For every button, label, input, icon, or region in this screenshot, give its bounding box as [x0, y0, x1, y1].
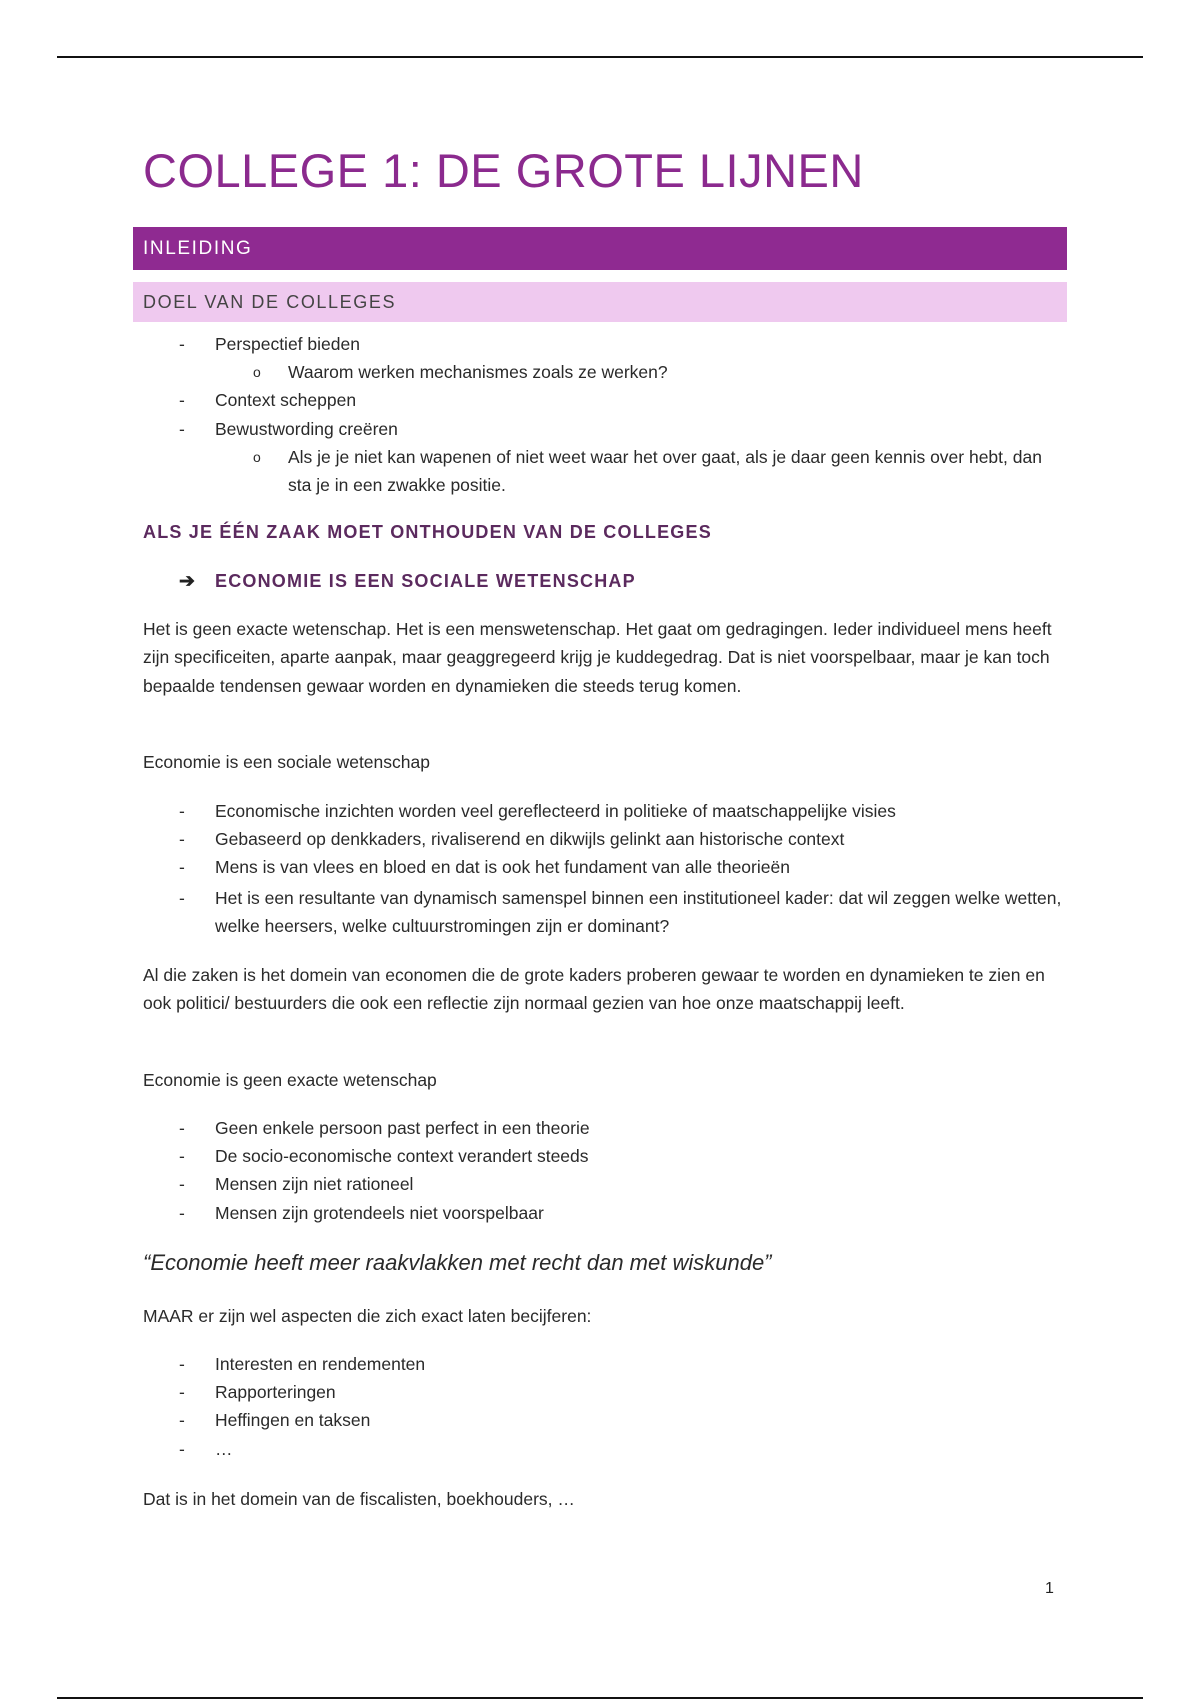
- arrow-heading: [179, 570, 636, 593]
- list-item: [143, 1170, 1063, 1198]
- sub-list-item: [143, 443, 1063, 499]
- list-item-text: Mensen zijn grotendeels niet voorspelbaar: [215, 1202, 544, 1223]
- list-item-text: Mens is van vlees en bloed en dat is ook het fundament van alle theorieën: [215, 857, 790, 878]
- quote: “Economie heeft meer raakvlakken met recht dan met wiskunde”: [143, 1250, 772, 1275]
- list-item: [143, 1114, 1063, 1142]
- list-item-text: Waarom werken mechanismes zoals ze werken?: [288, 362, 668, 383]
- list-item-text: Heffingen en taksen: [215, 1410, 371, 1431]
- list-item-text: Context scheppen: [215, 390, 357, 411]
- closing-sentence: Dat is in het domein van de fiscalisten, boekhouders, …: [143, 1489, 575, 1509]
- list-item-text: …: [215, 1438, 233, 1459]
- remember-heading: ALS JE ÉÉN ZAAK MOET ONTHOUDEN VAN DE COLLEGES: [143, 522, 712, 542]
- list-item: [143, 1406, 1063, 1434]
- list-item: [143, 386, 1063, 414]
- list-item: [143, 1199, 1063, 1227]
- list-item: [143, 415, 1063, 443]
- list-item: [143, 330, 1063, 358]
- paragraph-domain: Al die zaken is het domein van economen die de grote kaders proberen gewaar te worden en dynamieken te zien en ook politici/ bestuurders die ook een reflectie zijn normaal gezien van hoe onze maatschappij leeft.: [143, 965, 1045, 1014]
- list-item: [143, 1142, 1063, 1170]
- arrow-right-icon: ➔: [179, 571, 197, 592]
- list-item-text: Economische inzichten worden veel gereflecteerd in politieke of maatschappelijke visies: [215, 801, 896, 821]
- list-item: [143, 884, 1063, 940]
- list-item: [143, 853, 1063, 881]
- footer-rule: [57, 1697, 1143, 1699]
- list-item: [143, 797, 1063, 825]
- page-title: COLLEGE 1: DE GROTE LIJNEN: [143, 144, 864, 197]
- list-item: [143, 1350, 1063, 1378]
- list-item: [143, 1435, 1063, 1463]
- subsection-heading-doel: DOEL VAN DE COLLEGES: [133, 282, 1067, 322]
- list-item: [143, 1378, 1063, 1406]
- circle-bullet-icon: o: [253, 448, 261, 465]
- page-number: 1: [1045, 1580, 1054, 1597]
- paragraph-intro: Het is geen exacte wetenschap. Het is een menswetenschap. Het gaat om gedragingen. Ieder individueel mens heeft zijn specificeiten, aparte aanpak, maar geaggregeerd krijg je kuddegedrag. Dat is niet voorspelbaar, maar je kan toch bepaalde tendensen gewaar worden en dynamieken die steeds terug komen.: [143, 619, 1052, 696]
- list-item-text: Rapporteringen: [215, 1382, 336, 1403]
- section-heading-inleiding: INLEIDING: [133, 227, 1067, 270]
- social-list: [143, 797, 1063, 940]
- list-item-text: Als je je niet kan wapenen of niet weet waar het over gaat, als je daar geen kennis over hebt, dan sta je in een zwakke positie.: [288, 446, 1042, 496]
- list-item-text: Interesten en rendementen: [215, 1354, 426, 1374]
- list-item-text: Mensen zijn niet rationeel: [215, 1174, 414, 1195]
- list-item: [143, 825, 1063, 853]
- sub-list-item: [143, 358, 1063, 386]
- list-item-text: Bewustwording creëren: [215, 418, 398, 439]
- circle-bullet-icon: o: [253, 364, 261, 381]
- list-item-text: Geen enkele persoon past perfect in een theorie: [215, 1118, 590, 1138]
- maar-list: [143, 1350, 1063, 1463]
- list-item-text: Perspectief bieden: [215, 334, 360, 354]
- exact-label: Economie is geen exacte wetenschap: [143, 1070, 437, 1090]
- goals-list: [143, 330, 1063, 499]
- header-rule: [57, 56, 1143, 58]
- arrow-heading-text: ECONOMIE IS EEN SOCIALE WETENSCHAP: [215, 571, 636, 591]
- list-item-text: De socio-economische context verandert steeds: [215, 1146, 589, 1167]
- social-label: Economie is een sociale wetenschap: [143, 752, 430, 772]
- list-item-text: Het is een resultante van dynamisch samenspel binnen een institutioneel kader: dat wil zeggen welke wetten, welke heersers, welke cultuurstromingen zijn er dominant?: [215, 887, 1062, 936]
- maar-label: MAAR er zijn wel aspecten die zich exact laten becijferen:: [143, 1306, 592, 1326]
- list-item-text: Gebaseerd op denkkaders, rivaliserend en dikwijls gelinkt aan historische context: [215, 829, 845, 850]
- exact-list: [143, 1114, 1063, 1227]
